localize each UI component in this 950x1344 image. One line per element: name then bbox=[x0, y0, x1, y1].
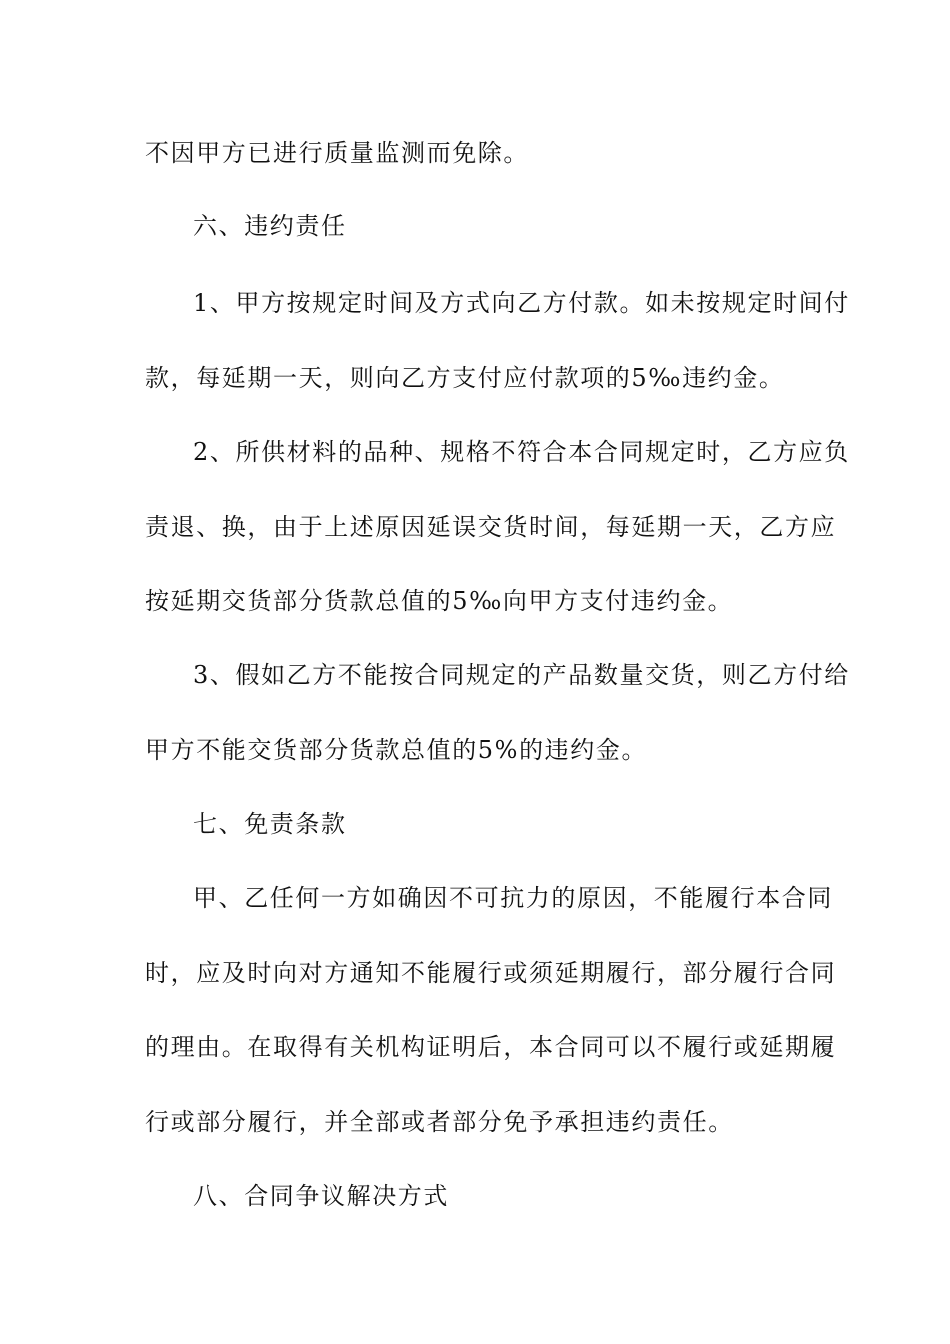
clause-2-line-2: 责退、换，由于上述原因延误交货时间，每延期一天，乙方应 bbox=[145, 513, 837, 541]
clause-1-line-1: 1、甲方按规定时间及方式向乙方付款。如未按规定时间付 bbox=[193, 289, 850, 317]
clause-1-line-2: 款，每延期一天，则向乙方支付应付款项的5‰违约金。 bbox=[145, 364, 785, 392]
clause-3-line-2: 甲方不能交货部分货款总值的5%的违约金。 bbox=[145, 736, 648, 764]
exemption-line-2: 时，应及时向对方通知不能履行或须延期履行，部分履行合同 bbox=[145, 959, 837, 987]
exemption-line-4: 行或部分履行，并全部或者部分免予承担违约责任。 bbox=[145, 1108, 734, 1136]
exemption-line-3: 的理由。在取得有关机构证明后，本合同可以不履行或延期履 bbox=[145, 1033, 837, 1061]
section-heading-exemption: 七、免责条款 bbox=[193, 810, 347, 838]
clause-2-line-1: 2、所供材料的品种、规格不符合本合同规定时，乙方应负 bbox=[193, 438, 850, 466]
section-heading-breach: 六、违约责任 bbox=[193, 212, 347, 240]
section-heading-dispute: 八、合同争议解决方式 bbox=[193, 1182, 449, 1210]
exemption-line-1: 甲、乙任何一方如确因不可抗力的原因，不能履行本合同 bbox=[193, 884, 833, 912]
paragraph-continuation: 不因甲方已进行质量监测而免除。 bbox=[145, 139, 529, 167]
clause-3-line-1: 3、假如乙方不能按合同规定的产品数量交货，则乙方付给 bbox=[193, 661, 850, 689]
clause-2-line-3: 按延期交货部分货款总值的5‰向甲方支付违约金。 bbox=[145, 587, 734, 615]
